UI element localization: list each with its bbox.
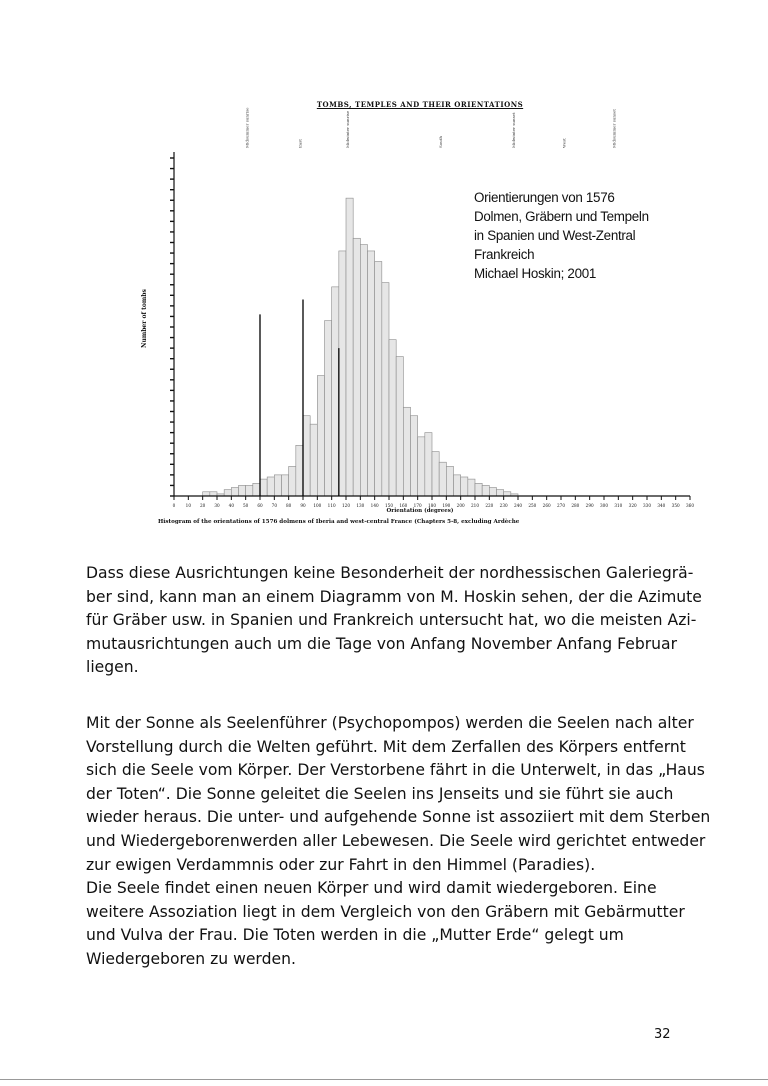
footer-rule (0, 1079, 768, 1080)
x-tick-label: 160 (399, 503, 408, 508)
x-tick-label: 330 (643, 503, 651, 508)
paragraph-ausrichtungen (86, 562, 702, 680)
paragraph-seelenfuehrer (86, 712, 711, 972)
histogram-bar (454, 475, 461, 496)
text-line: liegen. (86, 658, 139, 677)
direction-marker-label: Midwinter sunrise (344, 110, 350, 148)
x-tick-label: 230 (499, 503, 508, 508)
chart-title: TOMBS, TEMPLES AND THEIR ORIENTATIONS (316, 100, 524, 109)
histogram-bar (239, 485, 246, 496)
histogram-bar (260, 479, 267, 496)
text-line: Dass diese Ausrichtungen keine Besonderheit der nordhessischen Galeriegrä- (86, 564, 694, 582)
x-tick-label: 170 (413, 503, 422, 508)
histogram-bar (224, 490, 231, 496)
y-axis-label: Number of tombs (141, 289, 148, 348)
histogram-bar (210, 492, 217, 496)
histogram-chart (140, 96, 700, 516)
x-tick-label: 270 (557, 503, 565, 508)
histogram-bar (425, 433, 432, 496)
histogram-bar (231, 488, 238, 496)
histogram-bar (489, 488, 496, 496)
histogram-bar (497, 490, 504, 496)
histogram-bar (432, 452, 439, 496)
direction-marker-label: Midwinter sunset (511, 112, 517, 148)
text-line: Die Seele findet einen neuen Körper und wird damit wiedergeboren. Eine (86, 879, 657, 898)
histogram-bar (317, 376, 324, 496)
histogram-bar (267, 477, 274, 496)
histogram-bar (339, 251, 346, 496)
x-tick-label: 50 (242, 503, 249, 508)
text-line: der Toten“. Die Sonne geleitet die Seelen ins Jenseits und sie führt sie auch (86, 784, 674, 803)
x-tick-label: 60 (257, 503, 263, 508)
x-tick-label: 100 (313, 503, 322, 508)
text-line: Wiedergeboren zu werden. (86, 949, 296, 968)
x-tick-label: 30 (214, 503, 220, 508)
annotation-line: Dolmen, Gräbern und Tempeln (474, 209, 649, 224)
histogram-bar (368, 251, 375, 496)
annotation-line: Orientierungen von 1576 (474, 190, 615, 205)
text-line: wieder heraus. Die unter- und aufgehende Sonne ist assoziiert mit dem Sterben (86, 808, 711, 827)
x-tick-label: 120 (342, 503, 350, 508)
x-tick-label: 260 (542, 503, 551, 508)
text-line: Mit der Sonne als Seelenführer (Psychopompos) werden die Seelen nach alter (86, 714, 694, 732)
text-line: und Wiedergeborenwerden aller Lebewesen. Die Seele wird gerichtet entweder (86, 831, 706, 850)
histogram-bar (418, 437, 425, 496)
histogram-bar (303, 416, 310, 496)
x-tick-label: 360 (686, 503, 694, 508)
x-tick-label: 80 (285, 503, 292, 508)
histogram-bar (282, 475, 289, 496)
direction-marker-label: East (297, 139, 303, 148)
annotation-line: in Spanien und West-Zentral (474, 228, 636, 243)
x-tick-label: 280 (571, 503, 580, 508)
x-tick-label: 220 (485, 503, 494, 508)
x-tick-label: 320 (628, 503, 637, 508)
histogram-bar (274, 475, 281, 496)
histogram-bar (382, 283, 389, 496)
x-tick-label: 140 (370, 503, 379, 508)
x-tick-label: 290 (585, 503, 594, 508)
histogram-bar (353, 238, 360, 496)
histogram-bar (389, 340, 396, 496)
histogram-bar (411, 416, 418, 496)
histogram-bar (475, 483, 482, 496)
x-tick-label: 210 (471, 503, 479, 508)
histogram-bar (332, 287, 339, 496)
x-tick-label: 90 (300, 503, 306, 508)
x-tick-label: 40 (228, 503, 235, 508)
x-tick-label: 310 (614, 503, 623, 508)
direction-marker-label: Midsummer sunrise (244, 107, 250, 148)
histogram-bar (482, 485, 489, 496)
histogram-bar (289, 466, 296, 496)
x-tick-label: 180 (428, 503, 436, 508)
histogram-bar (310, 424, 317, 496)
direction-marker-label: South (438, 136, 444, 148)
x-tick-label: 240 (514, 503, 522, 508)
histogram-bar (396, 357, 403, 496)
histogram-bar (439, 462, 446, 496)
x-tick-label: 10 (185, 503, 192, 508)
x-tick-label: 300 (600, 503, 608, 508)
annotation-line: Michael Hoskin; 2001 (474, 266, 597, 281)
text-line: ber sind, kann man an einem Diagramm von M. Hoskin sehen, der die Azimute (86, 587, 702, 606)
x-tick-label: 340 (657, 503, 666, 508)
histogram-bar (246, 485, 253, 496)
x-tick-label: 20 (199, 503, 206, 508)
text-line: sich die Seele vom Körper. Der Verstorbene fährt in die Unterwelt, in das „Haus (86, 761, 705, 780)
x-tick-label: 70 (271, 503, 278, 508)
x-tick-label: 350 (671, 503, 680, 508)
histogram-bar (346, 198, 353, 496)
text-line: für Gräber usw. in Spanien und Frankreich untersucht hat, wo die meisten Azi- (86, 611, 697, 630)
annotation-line: Frankreich (474, 247, 535, 262)
figure-caption: Histogram of the orientations of 1576 dolmens of Iberia and west-central France (Chapters 5-8, excluding Ardèche (158, 519, 520, 525)
x-tick-label: 190 (442, 503, 451, 508)
histogram-bar (375, 262, 382, 496)
histogram-bar (504, 492, 511, 496)
histogram-bar (325, 321, 332, 496)
x-tick-label: 150 (385, 503, 393, 508)
histogram-bar (360, 245, 367, 496)
x-tick-label: 130 (356, 503, 365, 508)
text-line: Vorstellung durch die Welten geführt. Mit dem Zerfallen des Körpers entfernt (86, 737, 686, 756)
x-tick-label: 0 (172, 503, 176, 508)
histogram-bar (446, 466, 453, 496)
histogram-bar (203, 492, 210, 496)
text-line: und Vulva der Frau. Die Toten werden in die „Mutter Erde“ gelegt um (86, 926, 624, 945)
text-line: weitere Assoziation liegt in dem Vergleich von den Gräbern mit Gebärmutter (86, 902, 685, 921)
histogram-bar (296, 445, 303, 496)
histogram-bar (468, 479, 475, 496)
x-tick-label: 250 (528, 503, 537, 508)
x-tick-label: 200 (456, 503, 465, 508)
histogram-bar (461, 477, 468, 496)
x-tick-label: 110 (327, 503, 336, 508)
direction-marker-label: Midsummer sunset (611, 109, 617, 148)
page-number: 32 (654, 1027, 671, 1042)
histogram-bar (253, 483, 260, 496)
histogram-figure (140, 96, 700, 536)
histogram-bar (403, 407, 410, 496)
text-line: mutausrichtungen auch um die Tage von Anfang November Anfang Februar (86, 634, 678, 653)
direction-marker-label: West (561, 138, 567, 148)
chart-annotation (474, 188, 704, 283)
x-axis-label: Orientation (degrees) (386, 508, 454, 514)
text-line: zur ewigen Verdammnis oder zur Fahrt in den Himmel (Paradies). (86, 855, 596, 874)
